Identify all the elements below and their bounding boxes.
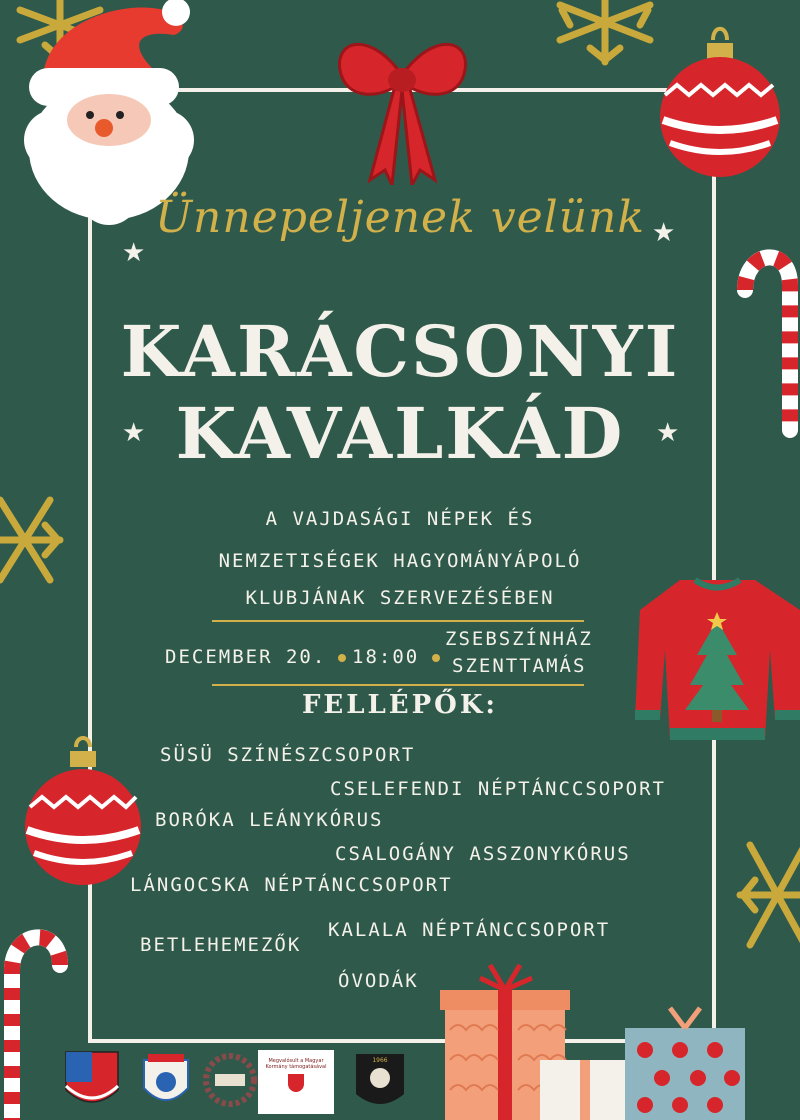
government-support-logo: Megvalósult a Magyar Kormány támogatásával: [258, 1050, 334, 1114]
organizer-line2: NEMZETISÉGEK HAGYOMÁNYÁPOLÓ: [218, 550, 582, 572]
page-title-line2: KAVALKÁD: [175, 392, 625, 475]
separator-dot: [338, 654, 346, 662]
star-icon: ★: [122, 238, 146, 268]
performer-item: CSALOGÁNY ASSZONYKÓRUS: [335, 843, 631, 865]
divider-bottom: [212, 684, 584, 686]
separator-dot: [432, 654, 440, 662]
snowflake-icon: [0, 480, 70, 600]
performer-item: BORÓKA LEÁNYKÓRUS: [155, 809, 384, 831]
performer-item: BETLEHEMEZŐK: [140, 934, 302, 956]
star-icon: ★: [122, 418, 146, 448]
event-venue-line1: ZSEBSZÍNHÁZ: [445, 628, 593, 650]
ornament-icon: [655, 25, 785, 185]
organizer-line3: KLUBJÁNAK SZERVEZÉSÉBEN: [245, 587, 555, 609]
wreath-logo: [200, 1050, 260, 1114]
theatre-logo: [352, 1050, 408, 1114]
star-icon: ★: [652, 218, 676, 248]
performer-item: SÜSÜ SZÍNÉSZCSOPORT: [160, 744, 416, 766]
script-subtitle: Ünnepeljenek velünk: [154, 192, 646, 243]
municipality-logo: [134, 1050, 198, 1114]
divider-top: [212, 620, 584, 622]
coat-of-arms-logo: [64, 1050, 120, 1114]
organizer-line1: A VAJDASÁGI NÉPEK ÉS: [265, 508, 535, 530]
snowflake-icon: [540, 0, 670, 70]
event-date: DECEMBER 20.: [165, 646, 327, 668]
event-time: 18:00: [352, 646, 420, 668]
snowflake-icon: [735, 825, 800, 965]
performer-item: CSELEFENDI NÉPTÁNCCSOPORT: [330, 778, 666, 800]
star-icon: ★: [656, 418, 680, 448]
ornament-icon: [22, 735, 144, 890]
page-title-line1: KARÁCSONYI: [120, 310, 680, 393]
bow-icon: [330, 20, 475, 185]
svg-text:1966: 1966: [372, 1057, 388, 1064]
performers-heading: FELLÉPŐK:: [301, 690, 499, 720]
gift-icon: [440, 960, 800, 1120]
performer-item: ÓVODÁK: [338, 970, 419, 992]
event-venue-line2: SZENTTAMÁS: [452, 655, 587, 677]
performer-item: KALALA NÉPTÁNCCSOPORT: [328, 919, 611, 941]
performer-item: LÁNGOCSKA NÉPTÁNCCSOPORT: [130, 874, 453, 896]
